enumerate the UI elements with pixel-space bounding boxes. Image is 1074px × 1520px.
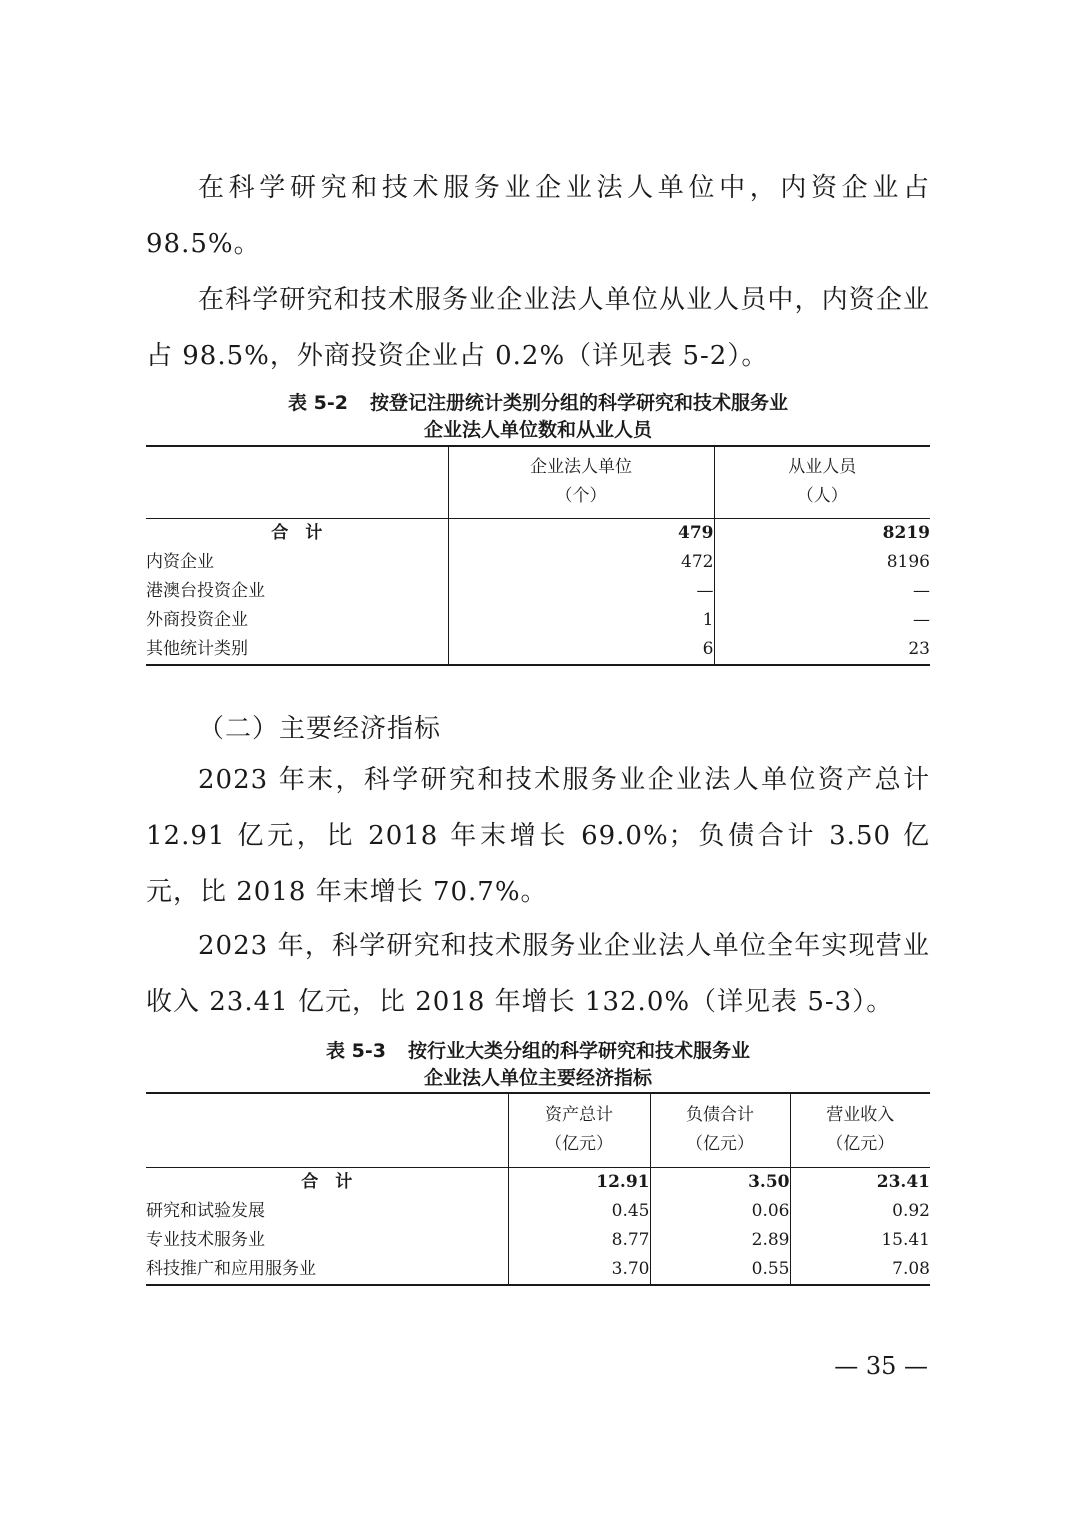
cell-employees: — xyxy=(714,606,930,635)
table-5-2-header-units xyxy=(448,446,714,518)
cell-employees: 23 xyxy=(714,635,930,665)
header-unit: （人） xyxy=(796,486,848,507)
table-5-2-header-blank xyxy=(146,446,448,518)
table-row xyxy=(146,548,930,577)
table-row xyxy=(146,1255,930,1285)
cell-liabilities: 0.06 xyxy=(650,1197,790,1226)
cell-assets: 0.45 xyxy=(508,1197,650,1226)
table-5-3-title-line2: 企业法人单位主要经济指标 xyxy=(423,1067,652,1089)
paragraph-revenue: 2023 年，科学研究和技术服务业企业法人单位全年实现营业收入 23.41 亿元，比 2018 年增长 132.0%（详见表 5-3）。 xyxy=(146,931,930,1017)
table-5-3-header-blank xyxy=(146,1093,508,1167)
table-5-2-title-text: 按登记注册统计类别分组的科学研究和技术服务业 xyxy=(369,392,788,414)
cell-revenue: 15.41 xyxy=(790,1226,930,1255)
row-label: 研究和试验发展 xyxy=(146,1200,265,1221)
cell-revenue: 7.08 xyxy=(790,1255,930,1285)
table-row-total xyxy=(146,1167,930,1197)
paragraph-domestic-units: 在科学研究和技术服务业企业法人单位中，内资企业占98.5%。 xyxy=(146,173,930,259)
table-row xyxy=(146,1226,930,1255)
table-5-2-header-row xyxy=(146,446,930,518)
header-unit: （亿元） xyxy=(545,1134,613,1155)
header-name: 资产总计 xyxy=(545,1105,613,1126)
table-5-3-header-row xyxy=(146,1093,930,1167)
table-row xyxy=(146,577,930,606)
cell-liabilities: 0.55 xyxy=(650,1255,790,1285)
row-label: 外商投资企业 xyxy=(146,609,248,630)
cell-units: 1 xyxy=(448,606,714,635)
header-name: 企业法人单位 xyxy=(530,457,632,478)
cell-liabilities: 3.50 xyxy=(650,1167,790,1197)
header-unit: （亿元） xyxy=(826,1134,895,1155)
table-5-2-title-line1 xyxy=(146,390,930,417)
cell-units: 472 xyxy=(448,548,714,577)
paragraph-domestic-employees: 在科学研究和技术服务业企业法人单位从业人员中，内资企业占 98.5%，外商投资企业占 0.2%（详见表 5-2）。 xyxy=(146,285,930,371)
row-label: 其他统计类别 xyxy=(146,638,248,659)
table-row-total xyxy=(146,518,930,548)
cell-units: 479 xyxy=(448,518,714,548)
row-label: 港澳台投资企业 xyxy=(146,580,265,601)
header-unit: （亿元） xyxy=(686,1134,754,1155)
table-5-2-header-employees xyxy=(714,446,930,518)
row-label: 合 计 xyxy=(271,522,323,543)
cell-assets: 8.77 xyxy=(508,1226,650,1255)
table-5-2 xyxy=(146,445,930,666)
cell-liabilities: 2.89 xyxy=(650,1226,790,1255)
cell-assets: 12.91 xyxy=(508,1167,650,1197)
table-5-3-title xyxy=(146,1038,930,1092)
page-number: — 35 — xyxy=(834,1352,928,1380)
section-heading: （二）主要经济指标 xyxy=(198,714,442,744)
cell-assets: 3.70 xyxy=(508,1255,650,1285)
header-unit: （个） xyxy=(555,486,607,507)
cell-employees: 8196 xyxy=(714,548,930,577)
row-label: 合 计 xyxy=(301,1171,353,1192)
cell-employees: — xyxy=(714,577,930,606)
cell-units: 6 xyxy=(448,635,714,665)
table-5-3-code: 表 5-3 xyxy=(326,1040,386,1062)
table-5-3-title-line1 xyxy=(146,1038,930,1065)
cell-revenue: 0.92 xyxy=(790,1197,930,1226)
table-5-3-header-assets xyxy=(508,1093,650,1167)
header-name: 营业收入 xyxy=(826,1105,895,1126)
table-row xyxy=(146,606,930,635)
header-name: 从业人员 xyxy=(788,457,857,478)
table-row xyxy=(146,635,930,665)
table-row xyxy=(146,1197,930,1226)
cell-units: — xyxy=(448,577,714,606)
table-5-3 xyxy=(146,1092,930,1286)
row-label: 科技推广和应用服务业 xyxy=(146,1258,316,1279)
paragraph-assets-liabilities: 2023 年末，科学研究和技术服务业企业法人单位资产总计12.91 亿元，比 2018 年末增长 69.0%；负债合计 3.50 亿元，比 2018 年末增长 70.7%。 xyxy=(146,765,930,907)
header-name: 负债合计 xyxy=(686,1105,754,1126)
row-label: 专业技术服务业 xyxy=(146,1229,265,1250)
table-5-3-title-text: 按行业大类分组的科学研究和技术服务业 xyxy=(407,1040,750,1062)
table-5-3-header-revenue xyxy=(790,1093,930,1167)
cell-employees: 8219 xyxy=(714,518,930,548)
table-5-2-title xyxy=(146,390,930,444)
table-5-2-code: 表 5-2 xyxy=(288,392,348,414)
cell-revenue: 23.41 xyxy=(790,1167,930,1197)
table-5-2-title-line2: 企业法人单位数和从业人员 xyxy=(423,419,652,441)
row-label: 内资企业 xyxy=(146,551,214,572)
table-5-3-header-liabilities xyxy=(650,1093,790,1167)
